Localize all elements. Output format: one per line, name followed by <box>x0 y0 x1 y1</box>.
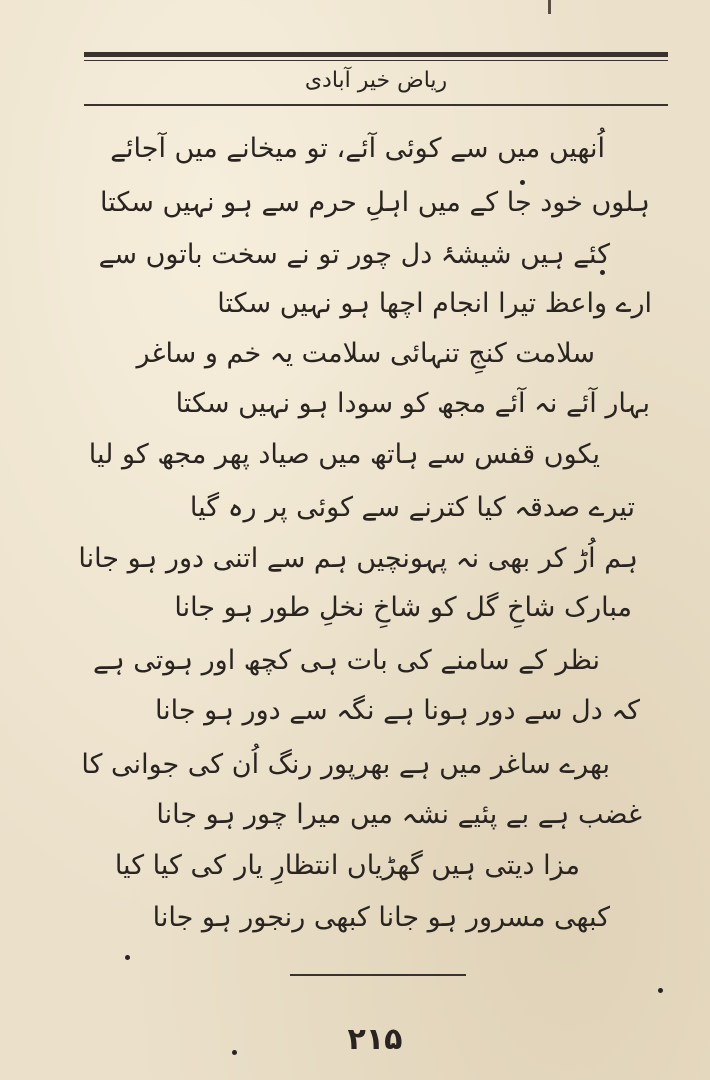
print-speck <box>520 180 525 185</box>
print-speck <box>600 270 605 275</box>
header-rule-thick <box>84 52 668 57</box>
verse-line-14: غضب ہے بے پئیے نشہ میں میرا چور ہو جانا <box>156 799 642 830</box>
verse-line-6: بہار آئے نہ آئے مجھ کو سودا ہو نہیں سکتا <box>175 388 650 419</box>
running-title: ریاض خیر آبادی <box>304 68 448 93</box>
header-rule-bottom <box>84 104 668 106</box>
end-rule <box>290 974 466 976</box>
verse-line-13: بھرے ساغر میں ہے بھرپور رنگ اُن کی جوانی کا <box>81 749 610 780</box>
verse-line-4: ارے واعظ تیرا انجام اچھا ہو نہیں سکتا <box>217 288 652 319</box>
verse-line-7: یکوں قفس سے ہاتھ میں صیاد پھر مجھ کو لیا <box>88 439 600 470</box>
verse-line-3: کئے ہیں شیشۂ دل چور تو نے سخت باتوں سے <box>98 239 610 270</box>
verse-line-5: سلامت کنجِ تنہائی سلامت یہ خم و ساغر <box>136 338 595 369</box>
verse-line-9: ہم اُڑ کر بھی نہ پہونچیں ہم سے اتنی دور ہو جانا <box>78 543 638 574</box>
page-number: ۲۱۵ <box>347 1022 403 1057</box>
verse-line-11: نظر کے سامنے کی بات ہی کچھ اور ہوتی ہے <box>93 645 600 676</box>
verse-line-10: مبارک شاخِ گل کو شاخِ نخلِ طور ہو جانا <box>174 592 632 623</box>
print-speck <box>125 955 130 960</box>
print-speck <box>658 988 663 993</box>
print-speck <box>232 1050 237 1055</box>
verse-line-1: اُنھیں میں سے کوئی آئے، تو میخانے میں آجائے <box>110 133 605 164</box>
verse-line-2: ہلوں خود جا کے میں اہلِ حرم سے ہو نہیں سکتا <box>99 187 650 218</box>
verse-line-16: کبھی مسرور ہو جانا کبھی رنجور ہو جانا <box>152 902 610 933</box>
verse-line-8: تیرے صدقہ کیا کترنے سے کوئی پر رہ گیا <box>189 492 635 523</box>
verse-line-12: کہ دل سے دور ہونا ہے نگہ سے دور ہو جانا <box>154 695 640 726</box>
verse-line-15: مزا دیتی ہیں گھڑیاں انتظارِ یار کی کیا کیا <box>114 850 580 881</box>
header-rule-hairline <box>84 60 668 61</box>
edge-mark <box>548 0 551 14</box>
